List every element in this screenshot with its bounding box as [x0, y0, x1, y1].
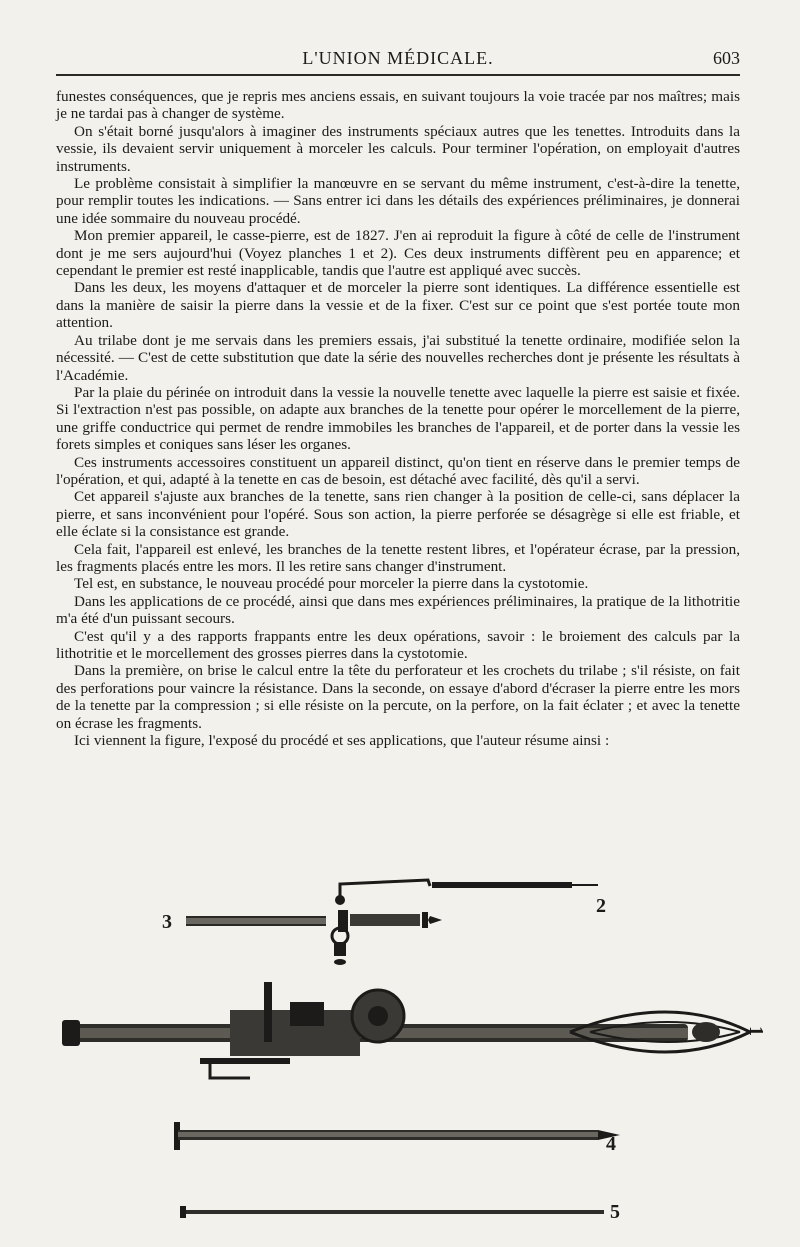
paragraph: C'est qu'il y a des rapports frappants entre les deux opérations, savoir : le broiement des calculs par la lithotritie et le morcellement des grosses pierres dans la cystotomie. [56, 627, 740, 662]
figure-label: 2 [596, 895, 606, 917]
paragraph: Ici viennent la figure, l'exposé du procédé et ses applications, que l'auteur résume ainsi : [74, 732, 610, 750]
paragraph: Cela fait, l'appareil est enlevé, les branches de la tenette restent libres, et l'opérateur écrase, par la pression, les fragments placés entre les mors. Il les retire sans changer d'instrument. [56, 540, 740, 575]
paragraph: Mon premier appareil, le casse-pierre, est de 1827. J'en ai reproduit la figure à côté de celle de l'instrument dont je me sers aujourd'hui (Voyez planches 1 et 2). Ces deux instruments diffèrent peu en apparence; et cependant le premier est resté inapplicable, tandis que l'autre est appliqué avec succès. [56, 227, 740, 280]
figure-label: 5 [610, 1201, 620, 1223]
paragraph: On s'était borné jusqu'alors à imaginer des instruments spéciaux autres que les tenettes. Introduits dans la vessie, ils devaient servir uniquement à morceler les calculs. Pour terminer l'opération, on employait d'autres instruments. [56, 122, 740, 175]
running-head: L'UNION MÉDICALE. [302, 48, 494, 68]
paragraph: Ces instruments accessoires constituent un appareil distinct, qu'on tient en réserve dans le premier temps de l'opération, et qui, adapté à la tenette en cas de besoin, est détaché avec facilité, dès qu'il a servi. [56, 453, 740, 488]
surgical-instruments-figure [50, 872, 770, 1232]
page-header [56, 44, 740, 74]
paragraph: Tel est, en substance, le nouveau procédé pour morceler la pierre dans la cystotomie. [74, 575, 589, 593]
paragraph: Cet appareil s'ajuste aux branches de la tenette, sans rien changer à la position de celle-ci, sans déplacer la pierre, et sans inconvénient pour l'opéré. Sous son action, la pierre perforée se désagrège si elle est friable, et elle éclate si la consistance est grande. [56, 488, 740, 541]
article-body [56, 88, 740, 749]
figure-label: 4 [606, 1133, 616, 1155]
paragraph: funestes conséquences, que je repris mes anciens essais, en suivant toujours la voie tracée par nos maîtres; mais je ne tardai pas à changer de système. [56, 88, 740, 123]
paragraph: Au trilabe dont je me servais dans les premiers essais, j'ai substitué la tenette ordinaire, modifiée selon la nécessité. — C'est de cette substitution que date la série des nouvelles recherches dont je présente les résultats à l'Académie. [56, 331, 740, 384]
header-rule [56, 74, 740, 76]
figure-label: 3 [162, 911, 172, 933]
paragraph: Par la plaie du périnée on introduit dans la vessie la nouvelle tenette avec laquelle la pierre est saisie et fixée. Si l'extraction n'est pas possible, on adapte aux branches de la tenette pour opérer le morcellement de la pierre, une griffe conductrice qui permet de rendre immobiles les branches de l'appareil, et de porter dans la vessie les forets simples et coniques sans léser les organes. [56, 383, 740, 454]
instrument-1-tenette [62, 982, 750, 1078]
page-number: 603 [713, 48, 740, 68]
paragraph: Dans la première, on brise le calcul entre la tête du perforateur et les crochets du trilabe ; s'il résiste, on fait des perforations pour vaincre la résistance. Dans la seconde, on essaye d'abord d'écraser la pierre entre les mors de la tenette par la compression ; si elle résiste on la percute, on la perfore, on la fait éclater ; et avec la tenette on écrase les fragments. [56, 662, 740, 732]
instrument-2-drill [335, 880, 598, 932]
paragraph: Le problème consistait à simplifier la manœuvre en se servant du même instrument, c'est-à-dire la tenette, pour remplir toutes les indications. — Sans entrer ici dans les détails des expériences préliminaires, je donnerai une idée sommaire du nouveau procédé. [56, 175, 740, 227]
instrument-3-rod [186, 916, 348, 965]
instrument-5-rod [180, 1206, 604, 1218]
paragraph: Dans les applications de ce procédé, ainsi que dans mes expériences préliminaires, la pratique de la lithotritie m'a été d'un puissant secours. [56, 592, 740, 628]
instrument-4-bar [174, 1122, 620, 1150]
figure-label: 1 [745, 1026, 767, 1036]
paragraph: Dans les deux, les moyens d'attaquer et de morceler la pierre sont identiques. La différence essentielle est dans la manière de saisir la pierre dans la vessie et de la fixer. C'est sur ce point que s'est portée toute mon attention. [56, 279, 740, 332]
